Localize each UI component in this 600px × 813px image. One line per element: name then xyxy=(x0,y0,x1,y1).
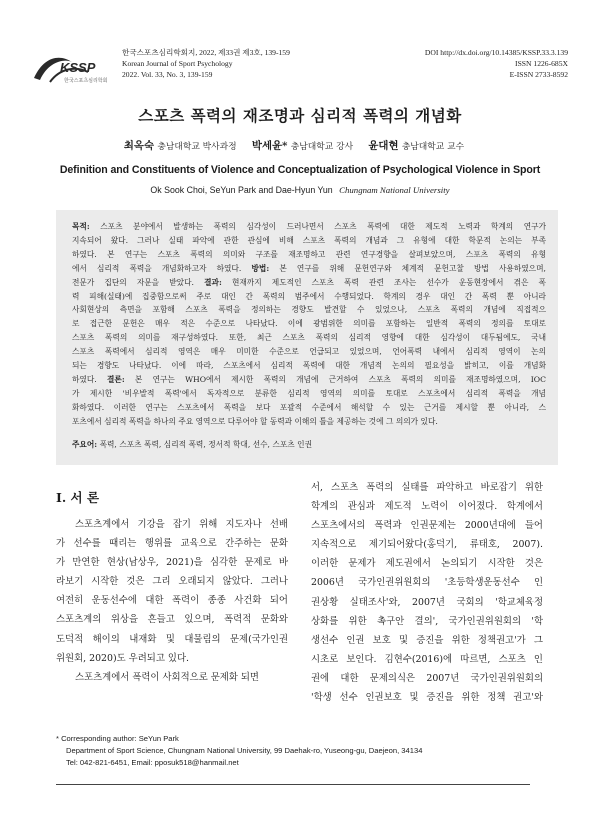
corresponding-author: * Corresponding author: SeYun Park xyxy=(56,734,179,743)
doi: DOI http://dx.doi.org/10.14385/KSSP.33.3.139 xyxy=(424,48,568,57)
body-line: 스포츠계에서 기강을 잡기 위해 지도자나 선배 xyxy=(75,519,288,530)
paper-title-ko: 스포츠 폭력의 재조명과 심리적 폭력의 개념화 xyxy=(138,106,462,125)
footnote-rule xyxy=(56,784,530,785)
section-heading: I. 서 론 xyxy=(56,490,100,505)
svg-text:한국스포츠심리학회: 한국스포츠심리학회 xyxy=(64,78,108,84)
body-line: 학계의 관심과 제도적 노력이 이어졌다. 학계에서 xyxy=(311,501,543,513)
body-line: 스포츠에서의 폭력과 인권문제는 2000년대에 들어 xyxy=(311,520,543,532)
body-line: 위원회, 2020)도 우려되고 있다. xyxy=(56,652,189,664)
author-name: 최옥숙 xyxy=(123,140,155,152)
body-line: 이러한 문제가 제도권에서 논의되기 시작한 것은 xyxy=(311,558,543,570)
abstract-box xyxy=(56,210,558,465)
body-line: 2006년 국가인권위원회의 '초등학생운동선수 인 xyxy=(311,577,543,589)
author-names-en: Ok Sook Choi, SeYun Park and Dae-Hyun Yun xyxy=(150,185,333,195)
body-line: 서, 스포츠 폭력의 실태를 파악하고 바로잡기 위한 xyxy=(311,482,543,493)
abstract-line: 포츠에서 심리적 폭력을 하나의 주요 영역으로 다루어야 할 동력과 이해의 틀을 제공하는 것에 그 의의가 있다. xyxy=(72,416,438,426)
abstract-line: 하였다. 결론: 본 연구는 WHO에서 제시한 폭력의 개념에 근거하여 스포츠 폭력의 의미를 재조명하였으며, IOC xyxy=(72,374,546,384)
abstract-line: 하였다. 본 연구는 스포츠 폭력의 의미와 구조를 재조명하고 관련 연구경향을 살펴보았으며, 스포츠 폭력의 유형 xyxy=(72,249,546,259)
abstract-line: 화하였다. 이러한 연구는 스포츠에서 폭력을 보다 포괄적 수준에서 해석할 수 있는 근거를 제시할 뿐 아니라, 스 xyxy=(72,402,546,412)
citation-en: 2022. Vol. 33, No. 3, 139-159 xyxy=(122,70,213,80)
author-name: 박세윤* xyxy=(251,140,288,152)
footnote xyxy=(56,733,530,769)
journal-logo xyxy=(30,52,114,86)
paper-title-en: Definition and Constituents of Violence and Conceptualization of Psychological Violence in Sport xyxy=(59,164,541,176)
affiliation-en: Chungnam National University xyxy=(339,185,450,195)
doi-issn xyxy=(425,47,568,81)
abstract-line: 력 피해(실태)에 집중함으로써 주로 대인 간 폭력의 범주에서 수행되었다. 학계의 경우 대인 간 폭력 뿐 아니라 xyxy=(72,291,546,301)
body-line: 도덕적 해이의 내재화 및 대물림의 문제(국가인권 xyxy=(56,633,288,645)
abstract-line: 지속되어 왔다. 그러나 실태 파악에 관한 관심에 비해 스포츠 폭력의 개념과 그 유형에 대한 학문적 논의는 부족 xyxy=(72,235,546,245)
body-line: 스포츠계에서 폭력이 사회적으로 문제화 되면 xyxy=(75,671,259,683)
keywords-label: 주요어: xyxy=(72,439,98,449)
body-column-left xyxy=(56,515,288,687)
body-line: 가 만연한 현상(남상우, 2021)을 심각한 문제로 바 xyxy=(56,557,288,569)
authors-ko xyxy=(0,137,600,152)
journal-name-en: Korean Journal of Sport Psychology xyxy=(122,59,233,69)
body-line: 여전히 운동선수에 대한 폭력이 종종 사건화 되어 xyxy=(56,595,288,607)
body-line: 가 선수를 때리는 행위를 교육으로 간주하는 문화 xyxy=(56,538,288,550)
journal-citation xyxy=(122,47,290,81)
abstract-line: 가 제시한 '비우발적 폭력'에서 독자적으로 분류한 심리적 영역의 의미를 토대로 스포츠에서 심리적 폭력을 개념 xyxy=(72,388,546,398)
abstract-line: 전문가 집단의 자문을 받았다. 결과: 현재까지 제도적인 스포츠 폭력 관련 조사는 선수가 운동현장에서 겪은 폭 xyxy=(72,277,546,287)
keywords-list: 폭력, 스포츠 폭력, 심리적 폭력, 정서적 학대, 선수, 스포츠 인권 xyxy=(99,439,313,449)
authors-en xyxy=(0,185,600,195)
author-affiliation: 충남대학교 강사 xyxy=(290,142,354,152)
body-line: 생선수 인권 보호 및 증진을 위한 정책권고'가 그 xyxy=(311,634,543,646)
abstract-line: 목적: 스포츠 분야에서 발생하는 폭력의 심각성이 드러나면서 스포츠 폭력에 대한 제도적 노력과 학계의 연구가 xyxy=(72,222,546,231)
svg-text:KSSP: KSSP xyxy=(60,60,96,75)
abstract-text xyxy=(72,220,546,429)
e-issn: E-ISSN 2733-8592 xyxy=(509,70,568,80)
body-column-right xyxy=(311,478,543,707)
abstract-line: 에서 심리적 폭력을 개념화하고자 하였다. 방법: 본 연구를 위해 문헌연구와 체계적 문헌고찰 방법 사용하였으며, xyxy=(72,263,546,273)
body-line: 상화를 위한 촉구안 결의', 국가인권위원회의 '학 xyxy=(311,615,543,627)
body-line: 시초로 보인다. 김현수(2016)에 따르면, 스포츠 인 xyxy=(311,653,543,665)
keywords xyxy=(72,439,546,450)
author-address: Department of Sport Science, Chungnam National University, 99 Daehak-ro, Yuseong-gu, Daejeon, 34134 xyxy=(66,746,423,755)
abstract-line: 스포츠 폭력에서 심리적 영역은 매우 미미한 수준으로 언급되고 있었으며, 언어폭력 내에서 심리적 영역이 논의 xyxy=(72,347,546,357)
issn: ISSN 1226-685X xyxy=(515,59,568,69)
body-line: 스포츠계의 위상을 흔들고 있으며, 폭력적 문화와 xyxy=(56,614,288,626)
abstract-line: 로 접근한 문헌은 매우 적은 수준으로 나타났다. 이에 광범위한 의미를 포함하는 일반적 폭력의 정의를 토대로 xyxy=(72,319,546,329)
author-affiliation: 충남대학교 박사과정 xyxy=(157,142,237,152)
citation-ko: 한국스포츠심리학회지, 2022, 제33권 제3호, 139-159 xyxy=(122,48,290,57)
abstract-line: 되는 경향도 나타났다. 이에 따라, 스포츠에서 심리적 폭력에 대한 개념적 논의의 필요성을 밝히고, 이를 개념화 xyxy=(72,361,546,371)
author-affiliation: 충남대학교 교수 xyxy=(401,142,465,152)
body-line: 지속적으로 제기되어왔다(홍덕기, 류태호, 2007). xyxy=(311,539,543,551)
body-line: 라보기 시작한 것은 그리 오래되지 않았다. 그러나 xyxy=(56,576,288,588)
body-line: 권상황 실태조사'와, 2007년 국회의 '학교체육정 xyxy=(311,596,543,608)
author-contact: Tel: 042-821-6451, Email: pposuk518@hanmail.net xyxy=(66,758,239,767)
body-line: '학생 선수 인권보호 및 증진을 위한 정책 권고'와 xyxy=(311,692,543,704)
author-name: 윤대현 xyxy=(368,140,399,152)
body-line: 권에 대한 문제의식은 2007년 국가인권위원회의 xyxy=(311,672,543,684)
abstract-line: 사회현상의 측면을 포함해 스포츠 폭력을 정의하는 경향도 발견할 수 있었으나, 스포츠 폭력의 개념에 직접적으 xyxy=(72,305,546,315)
abstract-line: 스포츠 폭력의 의미를 재구성하였다. 또한, 최근 스포츠 폭력의 심리적 영향에 대한 심각성이 대두됨에도, 국내 xyxy=(72,333,546,343)
